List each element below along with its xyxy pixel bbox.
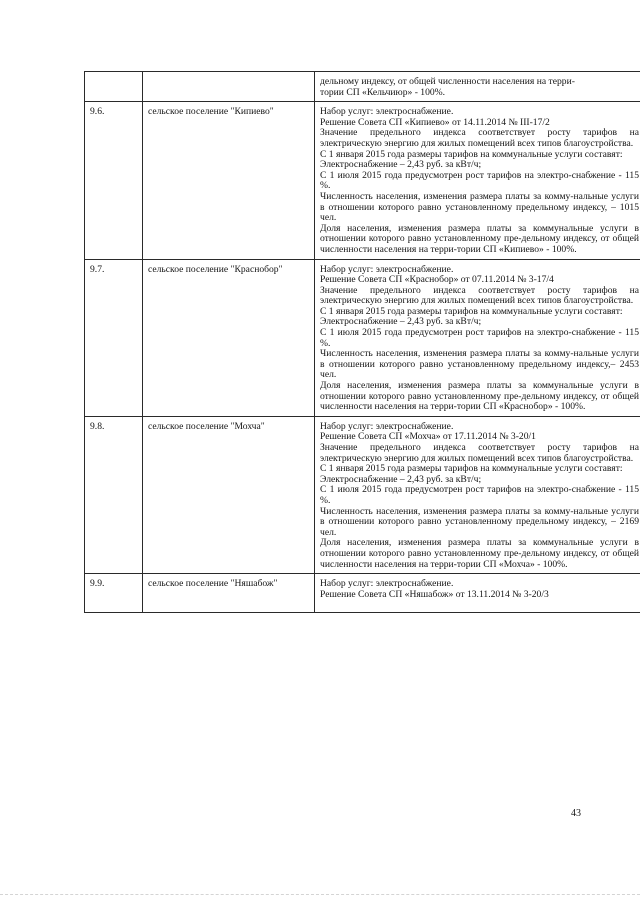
table-row <box>85 574 640 613</box>
row-number-cell <box>85 72 143 102</box>
settlement-name-cell <box>143 72 315 102</box>
row-number: 9.7. <box>85 259 143 416</box>
description-cell <box>315 102 640 259</box>
description-line: Доля населения, изменения размера платы за коммунальные услуги в отношении которого равно установленному пре-дельному индексу, от общей численности населения на терри-тории СП «Краснобор» - 100%. <box>320 380 639 413</box>
description-line: Набор услуг: электроснабжение. <box>320 578 454 590</box>
description-line: Значение предельного индекса соответствует росту тарифов на электрическую энергию для жилых помещений всех типов благоустройства. <box>320 284 639 307</box>
description-line: Набор услуг: электроснабжение. <box>320 420 454 432</box>
description-line: Электроснабжение – 2,43 руб. за кВт/ч; <box>320 473 482 485</box>
table-row-continuation <box>85 72 640 102</box>
description-line: Решение Совета СП «Няшабож» от 13.11.2014 № 3-20/3 <box>320 588 549 600</box>
description-line: Решение Совета СП «Кипиево» от 14.11.2014 № III-17/2 <box>320 116 550 128</box>
row-number: 9.8. <box>85 416 143 573</box>
description-line: Значение предельного индекса соответствует росту тарифов на электрическую энергию для жилых помещений всех типов благоустройства. <box>320 127 639 149</box>
settlement-name: сельское поселение "Краснобор" <box>143 259 315 416</box>
description-cell <box>315 574 640 613</box>
description-line: С 1 июля 2015 года предусмотрен рост тарифов на электро-снабжение - 115 %. <box>320 484 639 506</box>
description-line: Электроснабжение – 2,43 руб. за кВт/ч; <box>320 159 482 171</box>
tariff-table <box>84 71 640 613</box>
description-line: тории СП «Кельчиюр» - 100%. <box>320 86 446 98</box>
description-line: С 1 июля 2015 года предусмотрен рост тарифов на электро-снабжение - 115 %. <box>320 327 639 349</box>
description-line: Значение предельного индекса соответствует росту тарифов на электрическую энергию для жилых помещений всех типов благоустройства. <box>320 442 639 464</box>
description-line: Решение Совета СП «Краснобор» от 07.11.2014 № 3-17/4 <box>320 274 554 286</box>
description-line: Доля населения, изменения размера платы за коммунальные услуги в отношении которого равно установленному пре-дельному индексу, от общей численности населения на терри-тории СП «Мохча» - 100%. <box>320 537 639 570</box>
description-line: С 1 января 2015 года размеры тарифов на коммунальные услуги составят: <box>320 463 623 475</box>
settlement-name: сельское поселение "Няшабож" <box>143 574 315 613</box>
description-line: С 1 января 2015 года размеры тарифов на коммунальные услуги составят: <box>320 148 623 160</box>
description-line: Электроснабжение – 2,43 руб. за кВт/ч; <box>320 316 482 328</box>
description-cell <box>315 72 640 102</box>
description-cell <box>315 259 640 416</box>
page-number: 43 <box>571 808 581 819</box>
description-line: Доля населения, изменения размера платы за коммунальные услуги в отношении которого равно установленному пре-дельному индексу, от общей численности населения на терри-тории СП «Кипиево» - 100%. <box>320 222 639 255</box>
description-line: Набор услуг: электроснабжение. <box>320 106 454 118</box>
table-row <box>85 416 640 573</box>
footer-divider <box>0 894 640 895</box>
description-line: Численность населения, изменения размера платы за комму-нальные услуги в отношении которого равно установленному предельному индексу, – 1015 чел. <box>320 190 639 224</box>
description-line: Набор услуг: электроснабжение. <box>320 263 454 275</box>
description-line: С 1 января 2015 года размеры тарифов на коммунальные услуги составят: <box>320 305 623 317</box>
settlement-name: сельское поселение "Кипиево" <box>143 102 315 259</box>
settlement-name: сельское поселение "Мохча" <box>143 416 315 573</box>
table-row <box>85 259 640 416</box>
description-line: С 1 июля 2015 года предусмотрен рост тарифов на электро-снабжение - 115 %. <box>320 169 639 192</box>
description-line: Численность населения, изменения размера платы за комму-нальные услуги в отношении которого равно установленному предельному индексу, – 2169 чел. <box>320 505 639 538</box>
description-line: Решение Совета СП «Мохча» от 17.11.2014 № 3-20/1 <box>320 431 536 443</box>
description-line: Численность населения, изменения размера платы за комму-нальные услуги в отношении которого равно установленному предельному индексу,– 2453 чел. <box>320 348 639 381</box>
table-row <box>85 102 640 259</box>
row-number: 9.6. <box>85 102 143 259</box>
description-line: дельному индексу, от общей численности населения на терри- <box>320 76 575 87</box>
description-cell <box>315 416 640 573</box>
row-number: 9.9. <box>85 574 143 613</box>
